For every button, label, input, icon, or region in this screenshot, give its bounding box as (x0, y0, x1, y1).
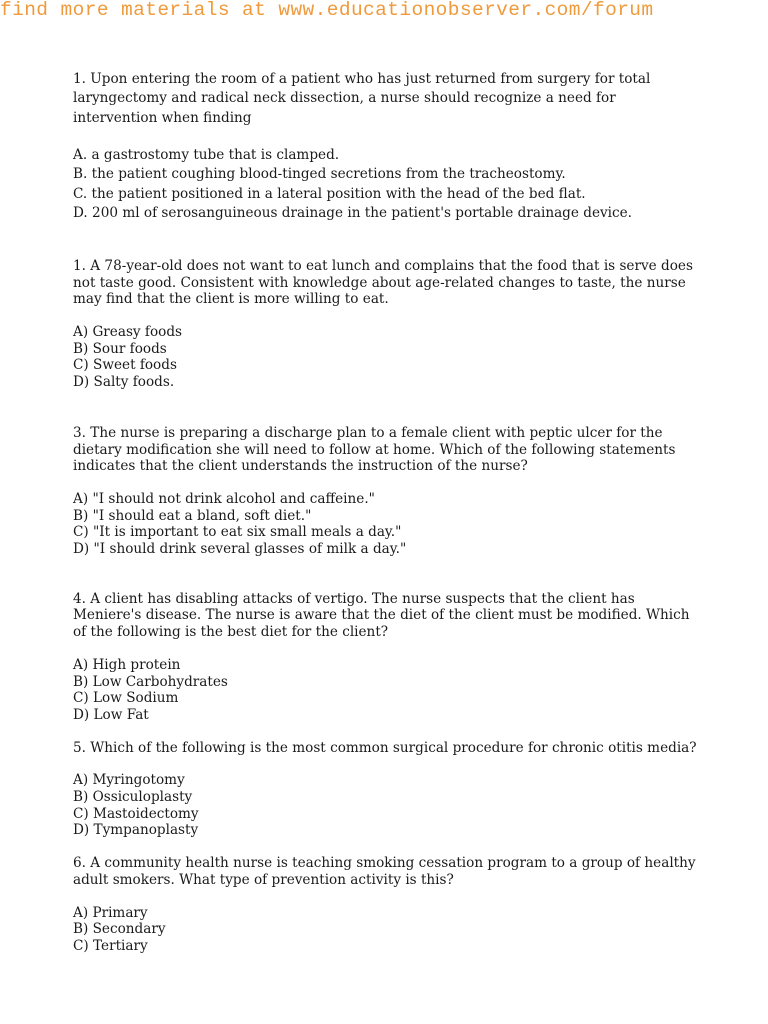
question-stem: 3. The nurse is preparing a discharge plan to a female client with peptic ulcer for the dietary modification she will need to follow at home. Which of the following statements indicates that the client understands the instruction of the nurse? (73, 424, 676, 475)
answer-option: C) Mastoidectomy (73, 805, 199, 822)
question-stem: 4. A client has disabling attacks of vertigo. The nurse suspects that the client has Meniere's disease. The nurse is aware that the diet of the client must be modified. Which of the following is the best diet for the client? (73, 590, 690, 641)
answer-option: B) Ossiculoplasty (73, 789, 193, 806)
question-stem: 1. A 78-year-old does not want to eat lunch and complains that the food that is serve does not taste good. Consistent with knowledge about age-related changes to taste, the nurse may find that the client is more willing to eat. (73, 257, 693, 308)
question-block (73, 70, 703, 224)
answer-option: B. the patient coughing blood-tinged secretions from the tracheostomy. (73, 166, 566, 183)
answer-option: C) Tertiary (73, 937, 148, 954)
question-block (73, 425, 703, 558)
answer-option: A. a gastrostomy tube that is clamped. (73, 146, 340, 163)
answer-option: D) Salty foods. (73, 374, 175, 391)
answer-option: D. 200 ml of serosanguineous drainage in the patient's portable drainage device. (73, 205, 632, 222)
answer-options (73, 324, 703, 391)
answer-option: A) Myringotomy (73, 772, 185, 789)
answer-option: A) Primary (73, 904, 148, 921)
answer-option: D) Low Fat (73, 706, 149, 723)
answer-options (73, 146, 703, 224)
question-stem: 1. Upon entering the room of a patient who has just returned from surgery for total laryngectomy and radical neck dissection, a nurse should recognize a need for intervention when finding (73, 71, 651, 126)
question-block (73, 591, 703, 724)
answer-option: B) Secondary (73, 921, 166, 938)
answer-option: A) Greasy foods (73, 324, 183, 340)
answer-option: C) "It is important to eat six small meals a day." (73, 524, 402, 541)
answer-options (73, 491, 703, 558)
answer-option: A) "I should not drink alcohol and caffeine." (73, 490, 375, 507)
answer-option: C. the patient positioned in a lateral position with the head of the bed flat. (73, 185, 586, 202)
document-body (73, 70, 703, 955)
answer-option: D) "I should drink several glasses of milk a day." (73, 541, 407, 558)
answer-option: B) Sour foods (73, 340, 167, 357)
answer-option: C) Sweet foods (73, 357, 177, 374)
answer-option: C) Low Sodium (73, 690, 179, 707)
answer-option: B) Low Carbohydrates (73, 673, 228, 690)
question-stem: 5. Which of the following is the most common surgical procedure for chronic otitis media? (73, 739, 697, 756)
question-block (73, 740, 703, 840)
question-block (73, 855, 703, 955)
answer-options (73, 905, 703, 955)
answer-option: B) "I should eat a bland, soft diet." (73, 507, 312, 524)
question-block (73, 258, 703, 391)
question-stem: 6. A community health nurse is teaching smoking cessation program to a group of healthy adult smokers. What type of prevention activity is this? (73, 855, 696, 888)
answer-options (73, 657, 703, 724)
watermark-link-text: find more materials at www.educationobserver.com/forum (0, 0, 654, 21)
answer-options (73, 772, 703, 839)
answer-option: A) High protein (73, 656, 181, 673)
answer-option: D) Tympanoplasty (73, 822, 199, 839)
